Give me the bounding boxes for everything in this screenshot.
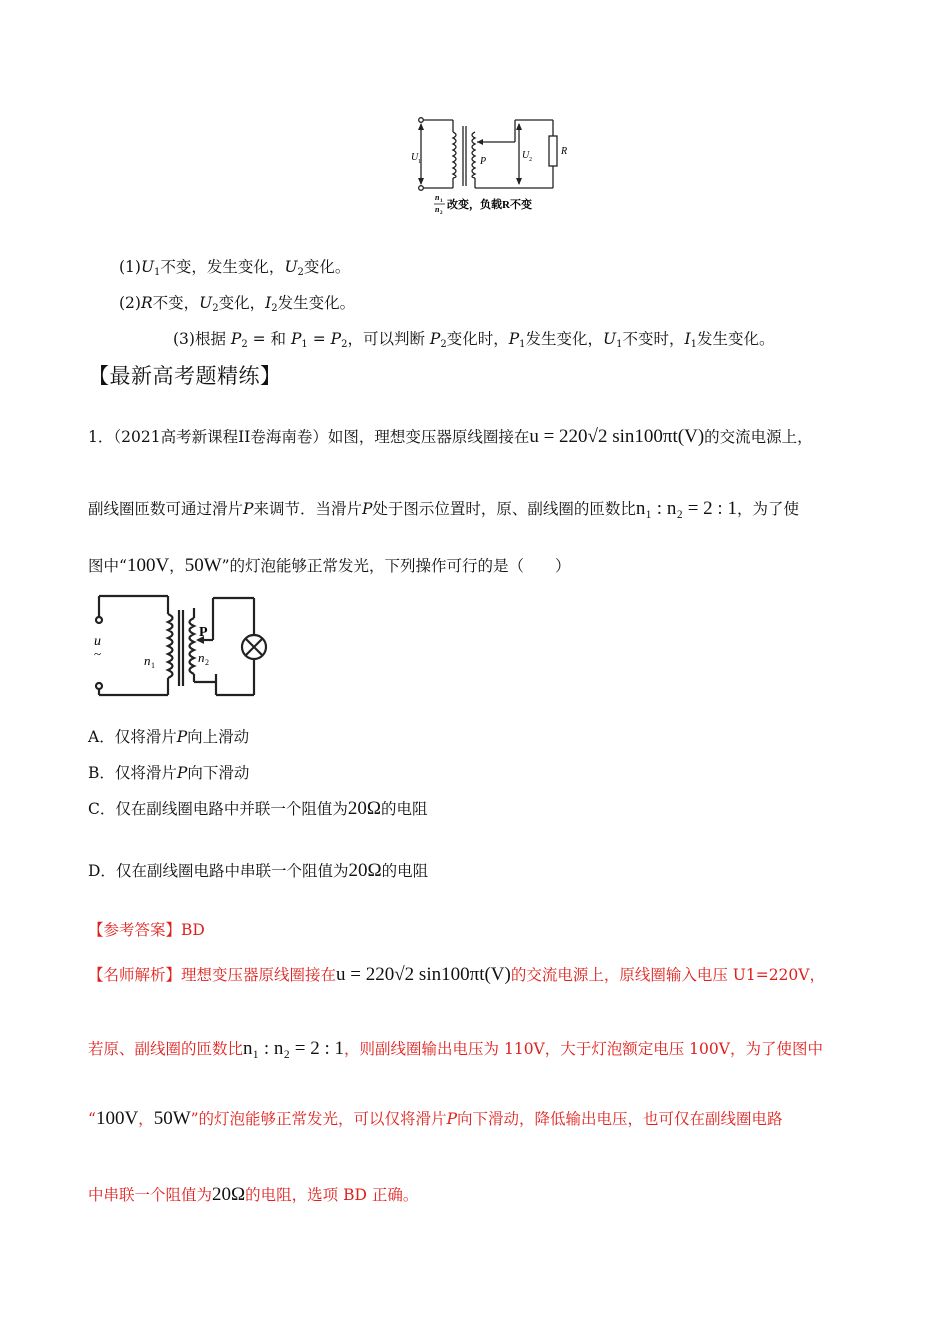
note-var: I	[684, 330, 691, 348]
reference-answer	[88, 918, 205, 940]
question-line-3	[88, 554, 571, 577]
question-text: 处于图示位置时，原、副线圈的匝数比	[372, 500, 636, 518]
bulb-power: 50W	[184, 555, 222, 576]
option-text: 仅在副线圈电路中并联一个阻值为	[115, 800, 348, 818]
option-text: 向上滑动	[187, 728, 250, 746]
bulb-power: 50W	[153, 1108, 191, 1129]
option-label: A．	[88, 728, 115, 746]
note-text: 发生变化。	[697, 330, 775, 348]
label-n2-sub: 2	[205, 658, 209, 667]
note-text: = 和	[247, 330, 291, 348]
note-var: U	[284, 258, 298, 276]
label-n1: n	[144, 653, 151, 668]
analysis-line-1	[88, 963, 825, 986]
label-u2: U	[522, 150, 530, 161]
label-p: P	[199, 625, 208, 640]
label-u1-sub: 1	[418, 159, 421, 165]
option-text: 向下滑动	[187, 764, 250, 782]
note-var: P	[290, 330, 302, 348]
note-var: U	[603, 330, 617, 348]
note-text: 变化，	[218, 294, 266, 312]
caption-text: 改变，负载R不变	[447, 199, 532, 211]
note-2	[119, 291, 355, 314]
option-value: 20Ω	[347, 798, 382, 819]
analysis-text: 的交流电源上，原线圈输入电压 U1=220V，	[510, 966, 825, 984]
note-text: 变化时，	[446, 330, 509, 348]
note-var: R	[140, 294, 153, 312]
option-text: 仅在副线圈电路中串联一个阻值为	[115, 862, 349, 880]
analysis-line-2	[88, 1037, 823, 1060]
caption-n1-sub: 1	[440, 199, 443, 204]
note-var: I	[265, 294, 272, 312]
question-text: ，	[169, 557, 185, 575]
question-line-2	[88, 497, 799, 520]
question-var: P	[361, 500, 373, 518]
analysis-line-4	[88, 1183, 418, 1206]
analysis-text: ”的灯泡能够正常发光，可以仅将滑片	[190, 1110, 447, 1128]
option-label: C．	[88, 800, 116, 818]
analysis-text: 若原、副线圈的匝数比	[88, 1040, 244, 1058]
note-var: U	[199, 294, 213, 312]
figure-transformer-lamp	[88, 590, 280, 700]
note-text: 不变时，	[622, 330, 685, 348]
note-sub: 2	[440, 339, 447, 350]
note-sub: 1	[690, 339, 698, 350]
caption-n2-sub: 2	[440, 211, 443, 216]
note-var: P	[330, 330, 342, 348]
question-text: 如图，理想变压器原线圈接在	[327, 428, 530, 446]
note-text: 发生变化，	[525, 330, 604, 348]
option-var: P	[176, 764, 188, 782]
option-d[interactable]	[88, 859, 428, 882]
option-label: B．	[88, 764, 115, 782]
question-text: ”的灯泡能够正常发光，下列操作可行的是（ ）	[221, 557, 571, 575]
note-sub: 1	[519, 339, 526, 350]
question-text: 来调节．当滑片	[253, 500, 362, 518]
label-r: R	[561, 146, 568, 157]
note-sub: 2	[341, 339, 348, 350]
analysis-text: ，则副线圈输出电压为 110V，大于灯泡额定电压 100V，为了使图中	[344, 1040, 823, 1058]
label-u2-sub: 2	[529, 157, 532, 163]
analysis-line-3	[88, 1107, 783, 1130]
note-sub: 2	[271, 303, 278, 314]
note-sub: 2	[212, 303, 219, 314]
question-text: 的交流电源上，	[704, 428, 813, 446]
option-var: P	[176, 728, 188, 746]
voltage-formula: u = 220√2 sin100πt(V)	[336, 964, 511, 985]
note-text: =	[307, 330, 331, 348]
analysis-label: 【名师解析】	[88, 966, 182, 984]
note-text: 发生变化。	[277, 294, 356, 312]
question-line-1	[88, 425, 813, 448]
analysis-text: “	[88, 1110, 96, 1128]
turns-ratio: n₁ : n₂ = 2 : 1	[635, 498, 737, 519]
voltage-formula: u = 220√2 sin100πt(V)	[529, 426, 705, 447]
note-var: U	[140, 258, 155, 276]
answer-value: BD	[181, 921, 205, 939]
question-var: P	[243, 500, 254, 518]
analysis-text: 向下滑动，降低输出电压，也可仅在副线圈电路	[457, 1110, 783, 1128]
caption-n1: n	[435, 193, 440, 202]
option-a[interactable]	[88, 725, 249, 747]
note-text: 不变，发生变化，	[160, 258, 285, 276]
note-sub: 1	[154, 267, 161, 278]
note-var: P	[508, 330, 520, 348]
analysis-text: 中串联一个阻值为	[88, 1186, 213, 1204]
label-tilde: ~	[94, 646, 102, 661]
note-prefix: (3)根据	[173, 330, 231, 348]
option-text: 仅将滑片	[114, 764, 177, 782]
question-text: ，为了使	[736, 500, 799, 518]
note-sub: 2	[241, 339, 248, 350]
analysis-text: ，	[138, 1110, 154, 1128]
note-sub: 1	[301, 339, 308, 350]
bulb-voltage: 100V	[95, 1108, 139, 1129]
note-var: P	[230, 330, 242, 348]
option-label: D．	[88, 862, 116, 880]
question-text: 图中“	[88, 557, 127, 575]
option-b[interactable]	[88, 761, 249, 783]
note-3	[173, 327, 775, 350]
option-text: 仅将滑片	[114, 728, 177, 746]
label-n2: n	[198, 650, 205, 665]
analysis-var: P	[446, 1110, 457, 1128]
resistor-value: 20Ω	[212, 1184, 246, 1205]
note-sub: 1	[616, 339, 623, 350]
option-text: 的电阻	[381, 800, 428, 818]
label-u1: U	[411, 152, 419, 163]
question-source: （2021高考新课程II卷海南卷）	[113, 428, 328, 446]
turns-ratio: n₁ : n₂ = 2 : 1	[243, 1038, 345, 1059]
note-text: 不变，	[152, 294, 200, 312]
analysis-text: 的电阻，选项 BD 正确。	[245, 1186, 419, 1204]
note-sub: 2	[297, 267, 304, 278]
question-number: 1．	[88, 428, 114, 446]
note-1	[119, 255, 350, 278]
note-prefix: (2)	[119, 294, 141, 312]
note-var: P	[429, 330, 441, 348]
question-text: 副线圈匝数可通过滑片	[88, 500, 244, 518]
figure-transformer-load-r	[405, 108, 585, 216]
option-text: 的电阻	[381, 862, 429, 880]
label-p: P	[480, 156, 487, 167]
label-n1-sub: 1	[151, 661, 155, 670]
analysis-text: 理想变压器原线圈接在	[181, 966, 337, 984]
note-prefix: (1)	[119, 258, 141, 276]
option-c[interactable]	[88, 797, 428, 820]
label-u: u	[94, 634, 101, 649]
note-text: 变化。	[303, 258, 351, 276]
caption-n2: n	[435, 205, 440, 214]
note-text: ，可以判断	[347, 330, 430, 348]
bulb-voltage: 100V	[126, 555, 170, 576]
option-value: 20Ω	[348, 860, 382, 881]
answer-label: 【参考答案】	[88, 921, 182, 939]
section-heading: 【最新高考题精练】	[88, 364, 282, 388]
